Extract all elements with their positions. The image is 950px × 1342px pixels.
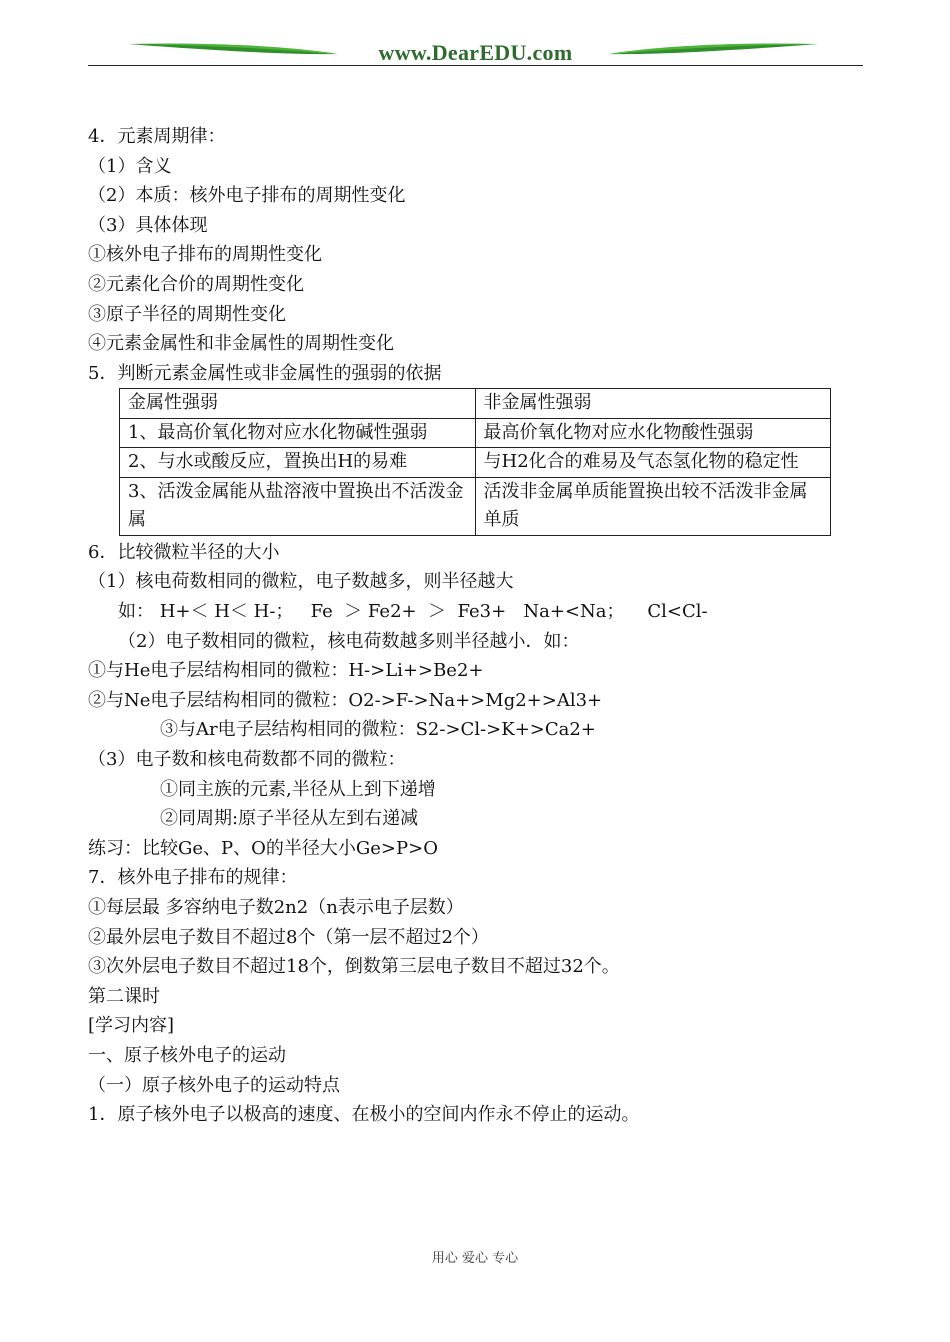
site-logo-text: www.DearEDU.com [378, 40, 573, 65]
text-line: ②与Ne电子层结构相同的微粒：O2->F->Na+>Mg2+>Al3+ [88, 689, 603, 711]
table-row [120, 418, 831, 448]
text-line: 练习：比较Ge、P、O的半径大小Ge>P>O [88, 837, 438, 859]
text-line: [学习内容] [88, 1015, 175, 1037]
text-line: ④元素金属性和非金属性的周期性变化 [88, 333, 394, 355]
table-cell: 3、活泼金属能从盐溶液中置换出不活泼金属 [120, 477, 476, 535]
table-header-cell: 非金属性强弱 [475, 389, 831, 419]
text-line: （1）含义 [88, 155, 172, 177]
table-row [120, 477, 831, 535]
text-line: ③次外层电子数目不超过18个，倒数第三层电子数目不超过32个。 [88, 956, 620, 978]
text-line: （3）电子数和核电荷数都不同的微粒： [88, 749, 406, 770]
text-line: （1）核电荷数相同的微粒，电子数越多，则半径越大 [88, 571, 514, 593]
text-line: ①同主族的元素,半径从上到下递增 [160, 778, 436, 800]
table-cell: 与H2化合的难易及气态氢化物的稳定性 [475, 448, 831, 478]
table-cell: 活泼非金属单质能置换出较不活泼非金属单质 [475, 477, 831, 535]
header-divider [88, 65, 863, 66]
text-line: ②同周期:原子半径从左到右递减 [160, 808, 419, 830]
text-line: （2）电子数相同的微粒，核电荷数越多则半径越小．如： [118, 630, 580, 652]
page-header [88, 36, 863, 70]
table-header-cell: 金属性强弱 [120, 389, 476, 419]
text-line: ②元素化合价的周期性变化 [88, 273, 304, 295]
text-line: 4．元素周期律： [88, 126, 226, 147]
page-footer: 用心 爱心 专心 [431, 1251, 519, 1266]
text-line: ①核外电子排布的周期性变化 [88, 244, 322, 266]
text-line: （一）原子核外电子的运动特点 [88, 1074, 340, 1096]
comparison-table [119, 388, 831, 536]
text-line: 7．核外电子排布的规律： [88, 867, 298, 889]
table-cell: 1、最高价氧化物对应水化物碱性强弱 [120, 418, 476, 448]
table-cell: 2、与水或酸反应，置换出H的易难 [120, 448, 476, 478]
text-line: 1．原子核外电子以极高的速度、在极小的空间内作永不停止的运动。 [88, 1104, 640, 1126]
text-line: ③原子半径的周期性变化 [88, 303, 286, 325]
text-line: 6．比较微粒半径的大小 [88, 541, 280, 563]
text-line: （3）具体体现 [88, 214, 208, 236]
text-line: ①与He电子层结构相同的微粒：H->Li+>Be2+ [88, 660, 484, 682]
document-body [88, 122, 848, 1130]
table-row [120, 448, 831, 478]
text-line: 5．判断元素金属性或非金属性的强弱的依据 [88, 362, 442, 384]
text-line: ②最外层电子数目不超过8个（第一层不超过2个） [88, 926, 489, 948]
text-line: 第二课时 [88, 985, 160, 1007]
text-line: （2）本质：核外电子排布的周期性变化 [88, 185, 406, 207]
text-line: ①每层最 多容纳电子数2n2（n表示电子层数） [88, 896, 464, 918]
table-cell: 最高价氧化物对应水化物酸性强弱 [475, 418, 831, 448]
text-line: 如： H+＜ H＜ H-； Fe ＞ Fe2+ ＞ Fe3+ Na+<Na； Cl<Cl- [118, 601, 708, 623]
text-line: 一、原子核外电子的运动 [88, 1044, 286, 1066]
text-line: ③与Ar电子层结构相同的微粒：S2->Cl->K+>Ca2+ [160, 719, 596, 741]
table-header-row [120, 389, 831, 419]
